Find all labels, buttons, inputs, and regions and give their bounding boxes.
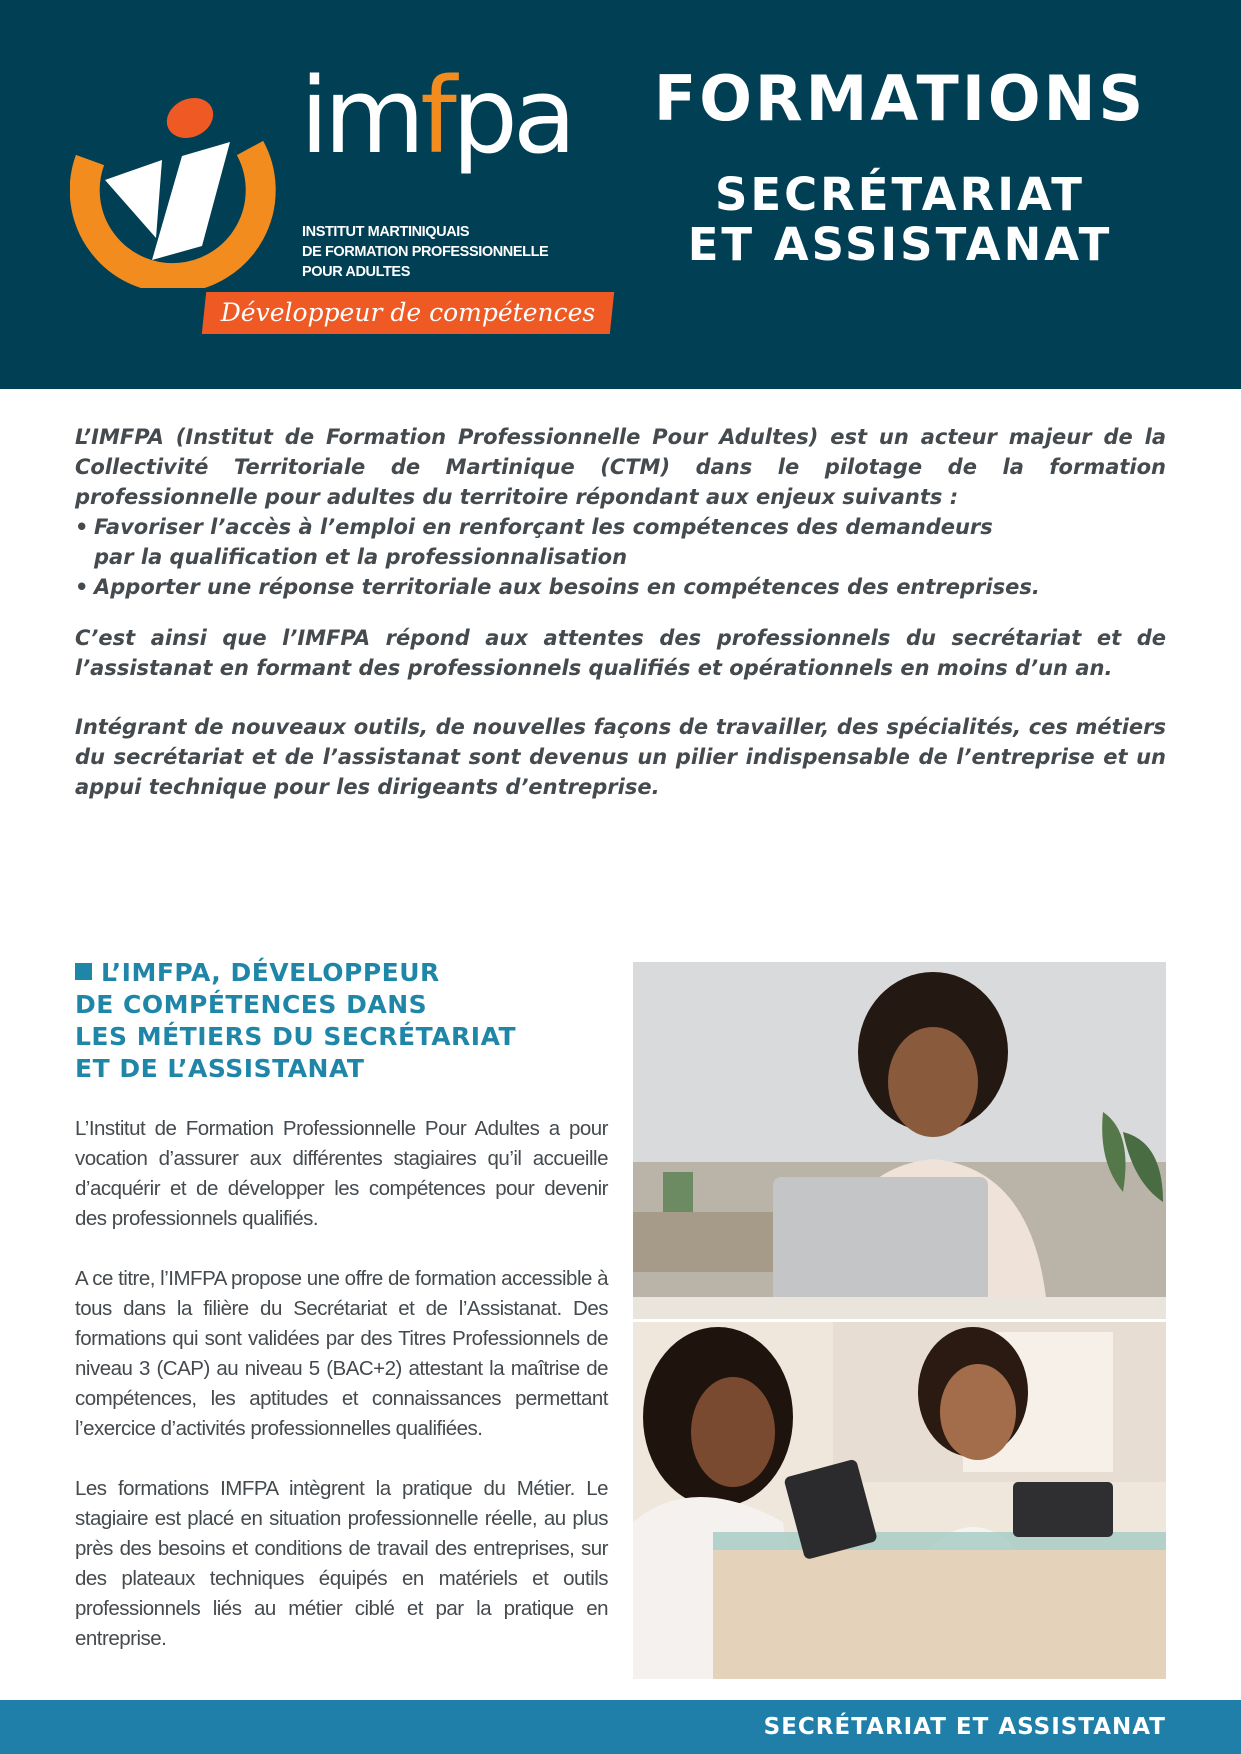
- section-title-line: DE COMPÉTENCES DANS: [75, 990, 428, 1019]
- body-paragraph: L’Institut de Formation Professionnelle Pour Adultes a pour vocation d’assurer aux différentes stagiaires qu’il accueille d’acquérir et de développer les compétences pour devenir des professionnels qualifiés.: [75, 1117, 608, 1230]
- logo-subtitle-line: DE FORMATION PROFESSIONNELLE: [302, 244, 549, 260]
- page-subtitle: [640, 170, 1160, 270]
- photo-reception-desk: [633, 1322, 1166, 1679]
- logo-tagline-text: Développeur de compétences: [220, 298, 596, 327]
- logo-subtitle-line: POUR ADULTES: [302, 264, 410, 280]
- intro-bullet-list: [75, 512, 1166, 602]
- section-title-line: ET DE L’ASSISTANAT: [75, 1054, 365, 1083]
- intro-bullet-item: • Favoriser l’accès à l’emploi en renforçant les compétences des demandeurs par la qualification et la professionnalisation: [75, 512, 1166, 572]
- intro-paragraph: Intégrant de nouveaux outils, de nouvelles façons de travailler, des spécialités, ces métiers du secrétariat et de l’assistanat sont devenus un pilier indispensable de l’entreprise et un appui technique pour les dirigeants d’entreprise.: [75, 715, 1166, 799]
- intro-bullet-item: • Apporter une réponse territoriale aux besoins en compétences des entreprises.: [75, 572, 1166, 602]
- logo-wordmark: imfpa: [300, 55, 572, 177]
- footer-banner: [0, 1700, 1241, 1754]
- intro-paragraph: L’IMFPA (Institut de Formation Professionnelle Pour Adultes) est un acteur majeur de la Collectivité Territoriale de Martinique (CTM) dans le pilotage de la formation professionnelle pour adultes du territoire répondant aux enjeux suivants :: [75, 425, 1166, 509]
- logo-mark-icon: [70, 88, 280, 288]
- section-title-line: [75, 957, 635, 989]
- square-bullet-icon: [75, 963, 92, 980]
- intro-text: [75, 422, 1166, 802]
- logo-subtitle-line: INSTITUT MARTINIQUAIS: [302, 224, 470, 240]
- section-title-line: LES MÉTIERS DU SECRÉTARIAT: [75, 1022, 517, 1051]
- body-paragraph: Les formations IMFPA intègrent la pratique du Métier. Le stagiaire est placé en situation professionnelle réelle, au plus près des besoins et conditions de travail des entreprises, sur des plateaux techniques équipés en matériels et outils professionnels liés au métier ciblé et par la pratique en entreprise.: [75, 1477, 608, 1650]
- imfpa-logo: [70, 55, 596, 340]
- photo-woman-headset-laptop: [633, 962, 1166, 1319]
- logo-subtitle: [302, 222, 548, 282]
- logo-tagline: [202, 292, 614, 334]
- intro-paragraph: C’est ainsi que l’IMFPA répond aux attentes des professionnels du secrétariat et de l’assistanat en formant des professionnels qualifiés et opérationnels en moins d’un an.: [75, 626, 1166, 680]
- page-title: FORMATIONS: [653, 62, 1147, 135]
- header-banner: [0, 0, 1241, 389]
- section-body: [75, 1114, 608, 1684]
- section-title-text: L’IMFPA, DÉVELOPPEUR: [101, 958, 440, 987]
- section-title: [75, 957, 635, 1085]
- page-subtitle-line: ET ASSISTANAT: [687, 218, 1113, 271]
- body-paragraph: A ce titre, l’IMFPA propose une offre de formation accessible à tous dans la filière du Secrétariat et de l’Assistanat. Des formations qui sont validées par des Titres Professionnels de niveau 3 (CAP) au niveau 5 (BAC+2) attestant la maîtrise de compétences, les aptitudes et connaissances permettant l’exercice d’activités professionnelles qualifiées.: [75, 1267, 608, 1440]
- page-subtitle-line: SECRÉTARIAT: [714, 168, 1086, 221]
- footer-label: SECRÉTARIAT ET ASSISTANAT: [763, 1714, 1166, 1740]
